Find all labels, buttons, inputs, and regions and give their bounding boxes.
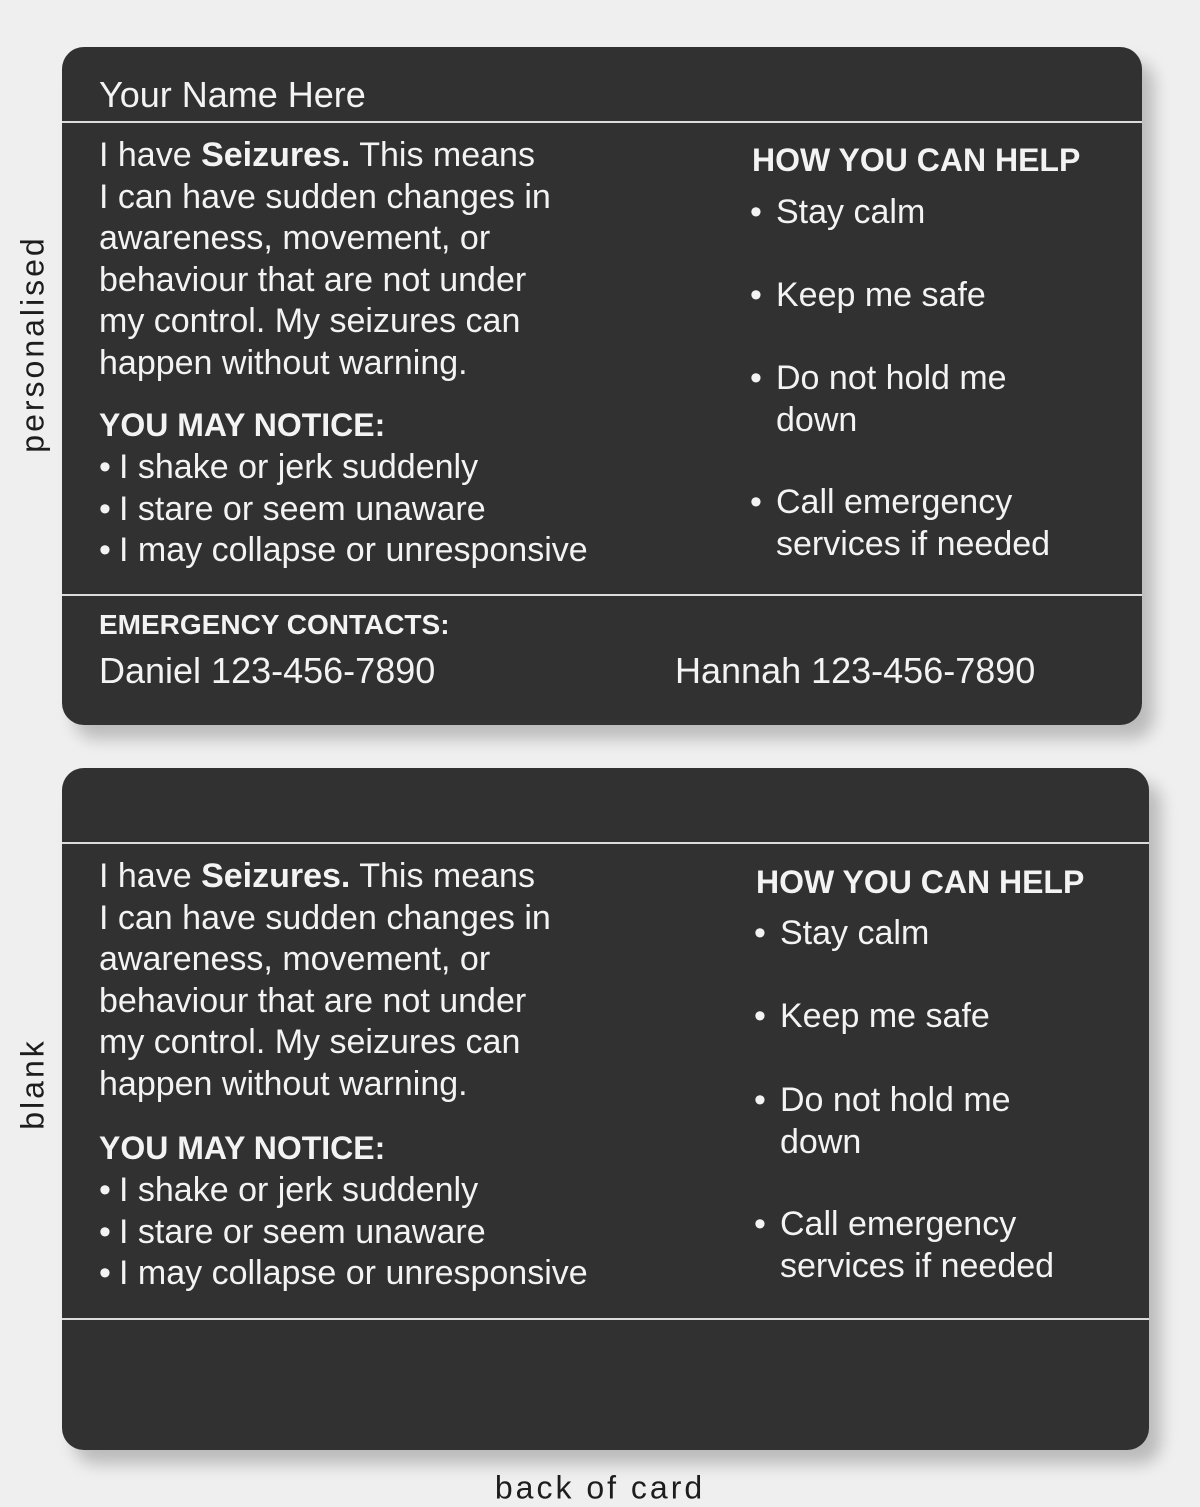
help-item: • Stay calm	[754, 914, 930, 952]
help-item: • Keep me safe	[750, 276, 986, 314]
help-item: • Stay calm	[750, 193, 926, 231]
seizure-description: I have Seizures. This means I can have sudden changes in awareness, movement, or behaviour that are not under my control. My seizures can happen without warning.	[99, 857, 551, 1103]
help-item: • Call emergency services if needed	[750, 483, 1051, 563]
list-item: • I may collapse or unresponsive	[99, 531, 588, 569]
header-divider	[62, 842, 1149, 844]
blank-card	[62, 768, 1149, 1450]
header-divider	[62, 121, 1142, 123]
blank-label: blank	[14, 1038, 51, 1130]
list-item: • I may collapse or unresponsive	[99, 1254, 588, 1292]
notice-title: YOU MAY NOTICE:	[99, 1130, 386, 1166]
help-title: HOW YOU CAN HELP	[752, 142, 1081, 178]
help-item: • Do not hold me down	[754, 1081, 1011, 1161]
notice-list	[99, 1170, 588, 1295]
cardholder-name: Your Name Here	[99, 74, 366, 115]
help-item: • Do not hold me down	[750, 359, 1007, 439]
seizure-description: I have Seizures. This means I can have sudden changes in awareness, movement, or behaviour that are not under my control. My seizures can happen without warning.	[99, 136, 551, 382]
help-item: • Call emergency services if needed	[754, 1205, 1055, 1285]
personalised-card	[62, 47, 1142, 725]
emergency-contact: Hannah 123-456-7890	[675, 650, 1036, 691]
condition-name: Seizures.	[201, 857, 351, 895]
list-item: • I shake or jerk suddenly	[99, 1171, 479, 1209]
notice-list	[99, 447, 588, 572]
help-title: HOW YOU CAN HELP	[756, 864, 1085, 900]
help-item: • Keep me safe	[754, 997, 990, 1035]
contacts-divider	[62, 594, 1142, 596]
contacts-divider	[62, 1318, 1149, 1320]
list-item: • I stare or seem unaware	[99, 1212, 486, 1251]
notice-title: YOU MAY NOTICE:	[99, 407, 386, 443]
back-of-card-label: back of card	[494, 1469, 706, 1506]
personalised-label: personalised	[14, 235, 51, 453]
condition-name: Seizures.	[201, 136, 351, 174]
contacts-title: EMERGENCY CONTACTS:	[99, 609, 450, 640]
emergency-contact: Daniel 123-456-7890	[99, 650, 436, 691]
list-item: • I shake or jerk suddenly	[99, 448, 479, 486]
list-item: • I stare or seem unaware	[99, 489, 486, 528]
